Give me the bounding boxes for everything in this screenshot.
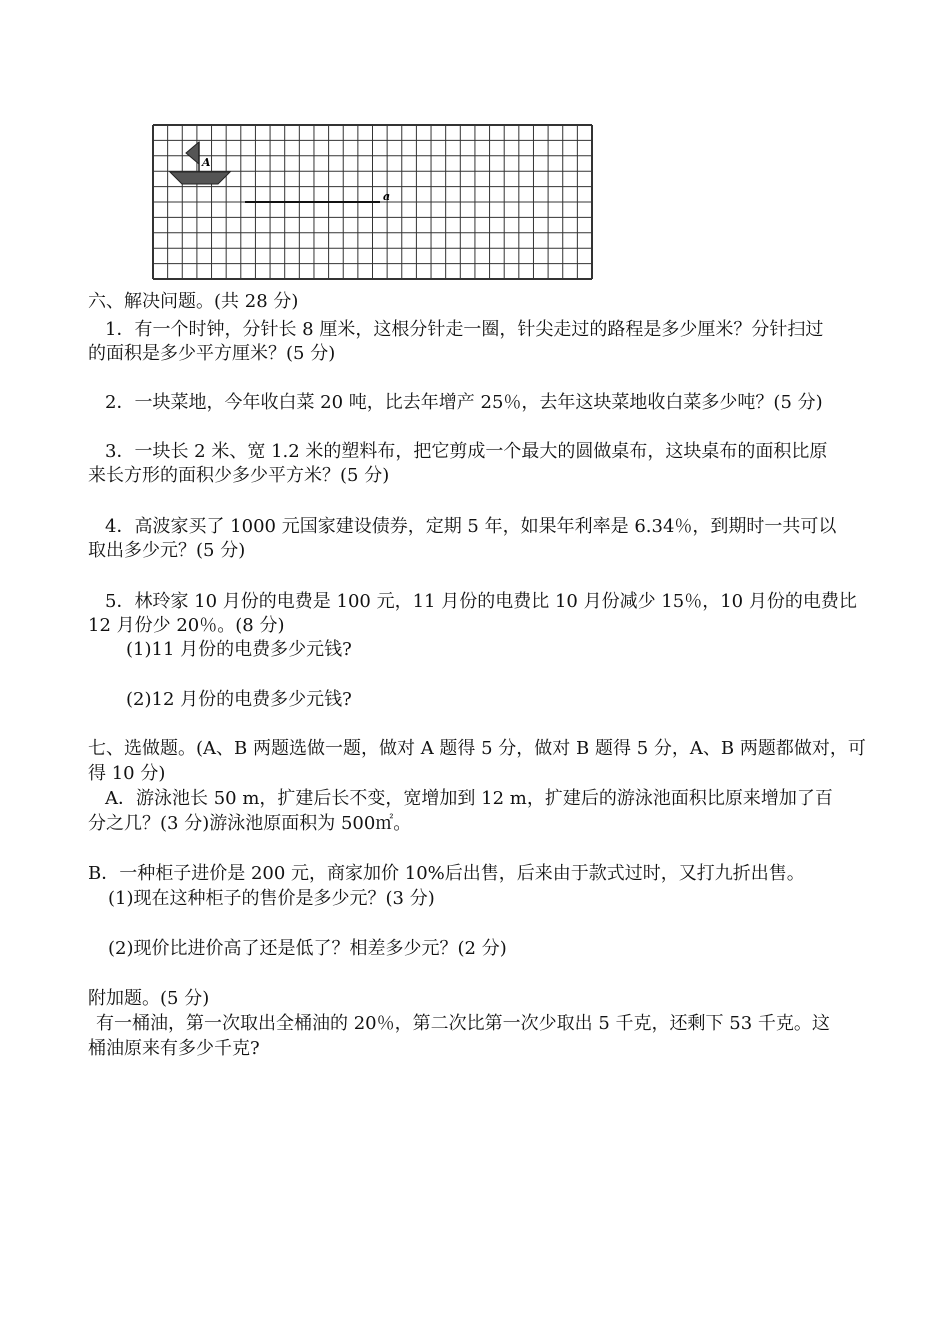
- sailboat-sail: [186, 142, 199, 164]
- question5-line2: 12 月份少 20％。(8 分): [88, 615, 285, 636]
- question4-line1: 4．高波家买了 1000 元国家建设债券，定期 5 年，如果年利率是 6.34％，到期时一共可以: [105, 516, 837, 537]
- question5-sub1: (1)11 月份的电费多少元钱?: [126, 639, 352, 660]
- grid-figure: [152, 124, 593, 280]
- section7-heading-line1: 七、选做题。(A、B 两题选做一题，做对 A 题得 5 分，做对 B 题得 5 分，A、B 两题都做对，可: [88, 738, 866, 759]
- option-b-sub2: (2)现价比进价高了还是低了？相差多少元？(2 分): [108, 938, 507, 959]
- bonus-line2: 桶油原来有多少千克?: [88, 1038, 260, 1059]
- question1-line2: 的面积是多少平方厘米？(5 分): [88, 343, 336, 364]
- section6-heading: 六、解决问题。(共 28 分): [88, 291, 299, 312]
- question3-line1: 3．一块长 2 米、宽 1.2 米的塑料布，把它剪成一个最大的圆做桌布，这块桌布的面积比原: [105, 441, 828, 462]
- question2-line1: 2．一块菜地，今年收白菜 20 吨，比去年增产 25％，去年这块菜地收白菜多少吨？(5 分): [105, 392, 823, 413]
- option-b-line1: B．一种柜子进价是 200 元，商家加价 10%后出售，后来由于款式过时，又打九折出售。: [88, 863, 805, 884]
- bonus-line1: 有一桶油，第一次取出全桶油的 20％，第二次比第一次少取出 5 千克，还剩下 53 千克。这: [96, 1013, 830, 1034]
- option-a-line1: A．游泳池长 50 m，扩建后长不变，宽增加到 12 m，扩建后的游泳池面积比原来增加了百: [105, 788, 833, 809]
- option-b-sub1: (1)现在这种柜子的售价是多少元？(3 分): [108, 888, 435, 909]
- grid-paper: [152, 124, 593, 280]
- question4-line2: 取出多少元？(5 分): [88, 540, 246, 561]
- sailboat-hull: [170, 172, 230, 184]
- bonus-heading: 附加题。(5 分): [88, 988, 210, 1009]
- label-a-upper: A: [202, 156, 211, 169]
- section7-heading-line2: 得 10 分): [88, 763, 166, 784]
- question5-line1: 5．林玲家 10 月份的电费是 100 元，11 月份的电费比 10 月份减少 15％，10 月份的电费比: [105, 591, 857, 612]
- label-a-lower: a: [383, 190, 391, 203]
- option-a-line2: 分之几？(3 分)游泳池原面积为 500㎡。: [88, 813, 412, 834]
- question3-line2: 来长方形的面积少多少平方米？(5 分): [88, 465, 390, 486]
- question5-sub2: (2)12 月份的电费多少元钱?: [126, 689, 352, 710]
- question1-line1: 1．有一个时钟，分针长 8 厘米，这根分针走一圈，针尖走过的路程是多少厘米？分针扫过: [105, 319, 824, 340]
